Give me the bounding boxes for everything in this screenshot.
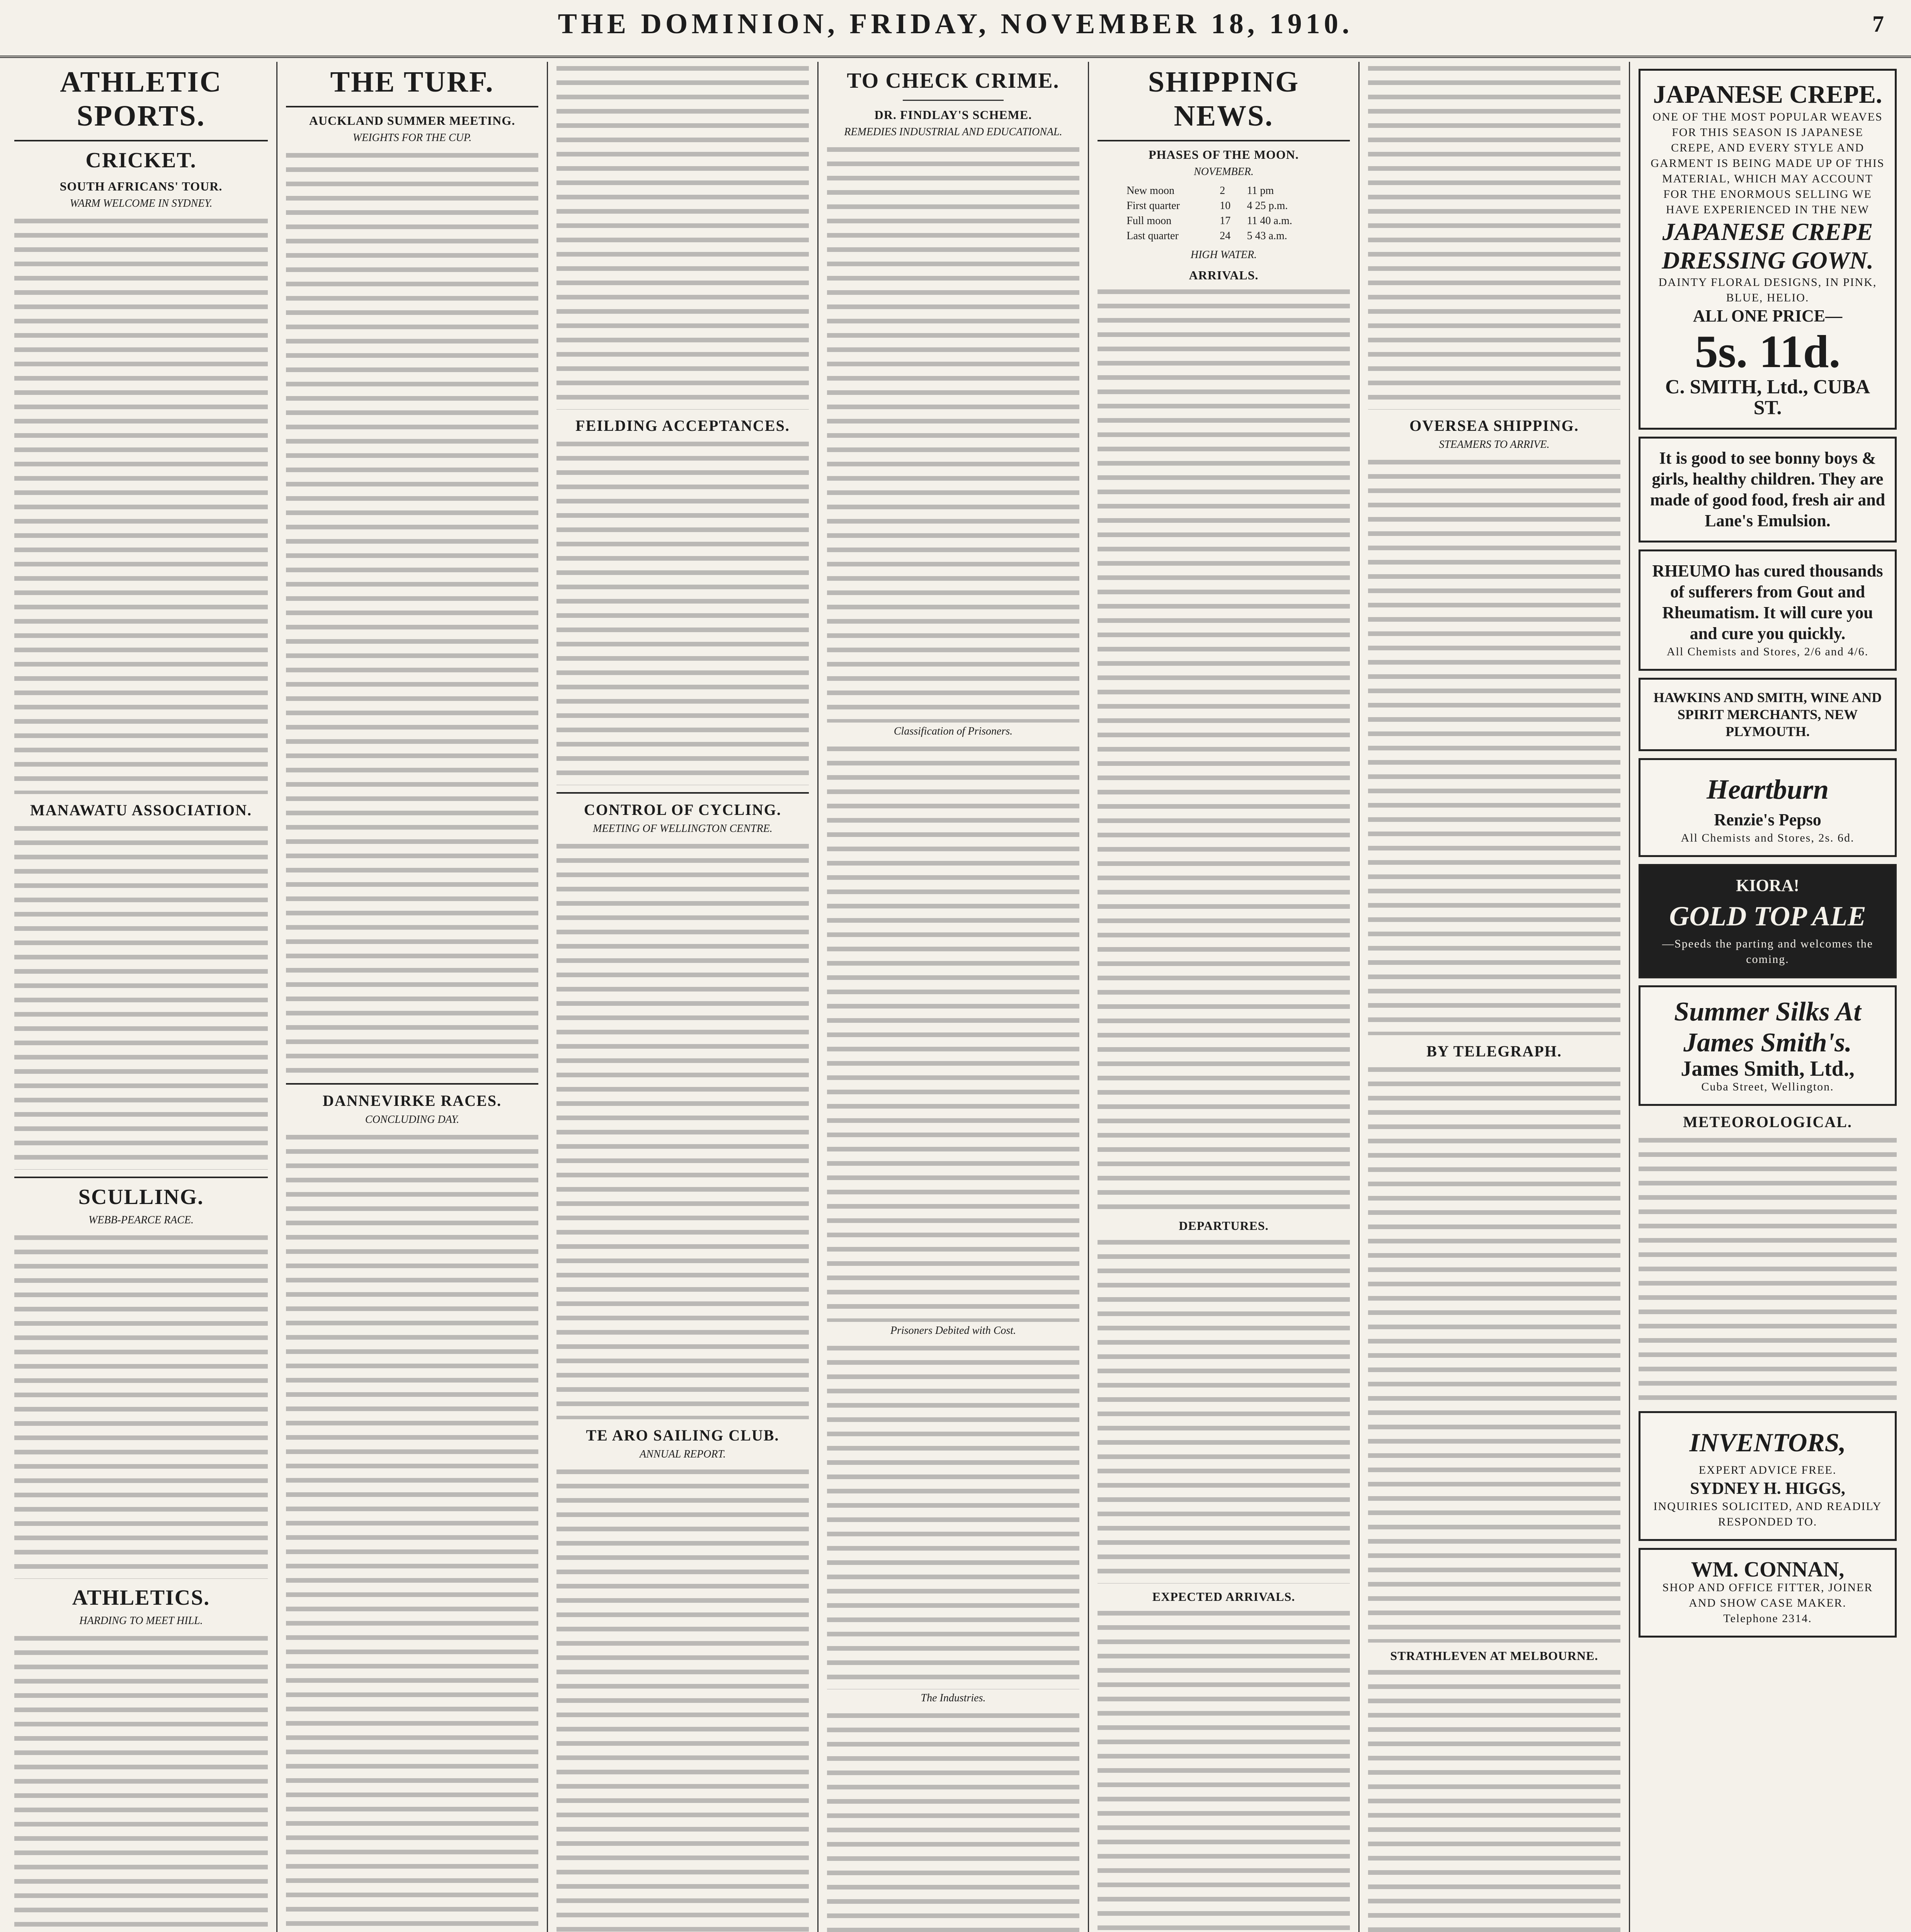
- table-cell: 17: [1220, 215, 1231, 227]
- article-subheading: STRATHLEVEN AT MELBOURNE.: [1390, 1649, 1598, 1663]
- gold-top-ale-ad: [1639, 864, 1897, 978]
- article-subheading: Classification of Prisoners.: [893, 725, 1013, 737]
- article-subheading: WARM WELCOME IN SYDNEY.: [70, 197, 213, 209]
- section-heading-athletics: ATHLETICS.: [72, 1586, 210, 1610]
- connan-ad: [1639, 1548, 1897, 1638]
- article-body: [286, 1131, 538, 1932]
- article-body: [827, 1342, 1079, 1689]
- divider: [286, 106, 538, 107]
- japanese-crepe-ad: [1639, 69, 1897, 430]
- table-cell: Last quarter: [1127, 230, 1179, 242]
- masthead: [0, 0, 1911, 58]
- article-body: [14, 1231, 268, 1579]
- moon-phases-table: [1123, 183, 1324, 244]
- article-subheading: WEIGHTS FOR THE CUP.: [352, 132, 472, 144]
- article-heading: TE ARO SAILING CLUB.: [586, 1427, 779, 1444]
- article-body: [1368, 1666, 1620, 1932]
- article-body: [14, 214, 268, 794]
- article-subheading: STEAMERS TO ARRIVE.: [1439, 439, 1550, 451]
- column-sports: [6, 62, 276, 1932]
- article-subheading: ANNUAL REPORT.: [640, 1448, 726, 1460]
- table-cell: 4 25 p.m.: [1247, 200, 1288, 212]
- ad-detail: DAINTY FLORAL DESIGNS, IN PINK, BLUE, HELIO.: [1658, 276, 1877, 304]
- article-body: [827, 143, 1079, 723]
- article-body: [556, 62, 809, 410]
- ad-line: SYDNEY H. HIGGS,: [1690, 1479, 1845, 1498]
- table-cell: Full moon: [1127, 215, 1172, 227]
- divider: [14, 140, 268, 141]
- divider: [286, 1083, 538, 1085]
- lanes-emulsion-ad: [1639, 437, 1897, 543]
- article-body: [14, 822, 268, 1170]
- table-cell: 10: [1220, 200, 1231, 212]
- article-subheading: The Industries.: [921, 1692, 986, 1704]
- ad-title: Summer Silks At James Smith's.: [1674, 997, 1861, 1058]
- article-body: [1098, 1607, 1350, 1932]
- section-heading-athletic: ATHLETIC SPORTS.: [60, 66, 222, 132]
- article-body: [1098, 285, 1350, 1213]
- table-row: [1123, 214, 1324, 228]
- article-subheading: PHASES OF THE MOON.: [1149, 148, 1299, 162]
- article-subheading: AUCKLAND SUMMER MEETING.: [309, 114, 516, 128]
- article-subheading: Prisoners Debited with Cost.: [890, 1325, 1016, 1337]
- table-cell: 24: [1220, 230, 1231, 242]
- article-heading: BY TELEGRAPH.: [1426, 1043, 1562, 1060]
- divider: [14, 1177, 268, 1178]
- ad-price: 5s. 11d.: [1695, 326, 1841, 377]
- ad-footer: All Chemists and Stores, 2/6 and 4/6.: [1666, 645, 1869, 658]
- article-subheading: HARDING TO MEET HILL.: [79, 1615, 203, 1627]
- page-number: 7: [1872, 11, 1884, 37]
- article-body: [1098, 1236, 1350, 1583]
- article-subheading: ARRIVALS.: [1189, 268, 1259, 282]
- article-body: [556, 1465, 809, 1932]
- table-row: [1123, 199, 1324, 213]
- rheumo-ad: [1639, 549, 1897, 671]
- article-heading: CONTROL OF CYCLING.: [584, 801, 781, 818]
- section-heading-sculling: SCULLING.: [78, 1185, 204, 1209]
- summer-silks-ad: [1639, 985, 1897, 1106]
- article-heading: TO CHECK CRIME.: [847, 69, 1060, 93]
- table-cell: New moon: [1127, 185, 1174, 197]
- article-body: [286, 149, 538, 1076]
- article-subheading: WEBB-PEARCE RACE.: [88, 1214, 194, 1226]
- table-row: [1123, 229, 1324, 243]
- column-oversea: [1358, 62, 1629, 1932]
- article-body: [556, 840, 809, 1419]
- ad-product: Renzie's Pepso: [1714, 810, 1821, 829]
- section-heading-turf: THE TURF.: [330, 66, 494, 98]
- ad-line: INQUIRIES SOLICITED, AND READILY RESPONDED TO.: [1653, 1500, 1882, 1528]
- article-subheading: DR. FINDLAY'S SCHEME.: [874, 108, 1032, 122]
- article-subheading: DEPARTURES.: [1179, 1219, 1269, 1233]
- ad-price-label: ALL ONE PRICE—: [1693, 306, 1843, 325]
- article-subheading: NOVEMBER.: [1194, 166, 1254, 178]
- article-subheading: EXPECTED ARRIVALS.: [1152, 1590, 1295, 1604]
- ad-title: Heartburn: [1706, 774, 1829, 805]
- ad-address: Cuba Street, Wellington.: [1701, 1080, 1834, 1093]
- newspaper-title: THE DOMINION, FRIDAY, NOVEMBER 18, 1910.: [558, 8, 1353, 40]
- table-cell: First quarter: [1127, 200, 1180, 212]
- article-subheading: CONCLUDING DAY.: [365, 1114, 459, 1126]
- article-subheading: HIGH WATER.: [1190, 249, 1257, 261]
- column-misc: [547, 62, 817, 1932]
- ad-title: JAPANESE CREPE.: [1653, 80, 1882, 109]
- table-cell: 11 40 a.m.: [1247, 215, 1292, 227]
- divider: [556, 792, 809, 794]
- section-heading-cricket: CRICKET.: [85, 148, 197, 172]
- column-advertisements: [1629, 62, 1905, 1932]
- article-heading: OVERSEA SHIPPING.: [1409, 417, 1579, 434]
- ad-footer: All Chemists and Stores, 2s. 6d.: [1681, 832, 1855, 844]
- ad-title: INVENTORS,: [1689, 1428, 1846, 1457]
- inventors-ad: [1639, 1411, 1897, 1541]
- ad-tagline: —Speeds the parting and welcomes the coming.: [1662, 937, 1874, 966]
- article-subheading: MEETING OF WELLINGTON CENTRE.: [593, 823, 773, 835]
- article-body: [1368, 1063, 1620, 1643]
- divider: [903, 100, 1004, 101]
- ad-title: WM. CONNAN,: [1691, 1558, 1845, 1582]
- article-subheading: REMEDIES INDUSTRIAL AND EDUCATIONAL.: [844, 126, 1062, 138]
- table-row: [1123, 184, 1324, 198]
- divider: [1098, 140, 1350, 141]
- ad-line: EXPERT ADVICE FREE.: [1698, 1464, 1837, 1476]
- hawkins-smith-ad: [1639, 678, 1897, 751]
- article-heading: MANAWATU ASSOCIATION.: [30, 801, 252, 819]
- ad-store: James Smith, Ltd.,: [1681, 1057, 1855, 1081]
- article-subheading: SOUTH AFRICANS' TOUR.: [60, 179, 223, 193]
- article-body: [556, 437, 809, 785]
- article-heading: FEILDING ACCEPTANCES.: [575, 417, 790, 434]
- section-heading-meteorological: METEOROLOGICAL.: [1683, 1113, 1852, 1131]
- article-body: [14, 1632, 268, 1932]
- ad-product: GOLD TOP ALE: [1669, 901, 1866, 932]
- article-body: [1368, 456, 1620, 1035]
- ad-product: JAPANESE CREPE DRESSING GOWN.: [1662, 218, 1874, 274]
- article-body: [827, 742, 1079, 1322]
- ad-body: RHEUMO has cured thousands of sufferers from Gout and Rheumatism. It will cure you and cure you quickly.: [1652, 561, 1883, 643]
- ad-body: It is good to see bonny boys & girls, healthy children. They are made of good food, fresh air and Lane's Emulsion.: [1650, 449, 1885, 530]
- article-body: [1639, 1134, 1897, 1404]
- column-crime: [817, 62, 1088, 1932]
- column-shipping: [1088, 62, 1358, 1932]
- ad-line: Telephone 2314.: [1723, 1612, 1812, 1625]
- article-heading: DANNEVIRKE RACES.: [323, 1092, 502, 1109]
- column-turf: [276, 62, 547, 1932]
- ad-body: HAWKINS AND SMITH, WINE AND SPIRIT MERCHANTS, NEW PLYMOUTH.: [1653, 690, 1882, 739]
- section-heading-shipping: SHIPPING NEWS.: [1148, 66, 1300, 132]
- ad-body: ONE OF THE MOST POPULAR WEAVES FOR THIS SEASON IS JAPANESE CREPE, AND EVERY STYLE AND GARMENT IS BEING MADE UP OF THIS MATERIAL, WHICH MAY ACCOUNT FOR THE ENORMOUS SELLING WE HAVE EXPERIENCED IN THE NEW: [1651, 111, 1885, 216]
- ad-line: SHOP AND OFFICE FITTER, JOINER AND SHOW CASE MAKER.: [1662, 1581, 1873, 1609]
- article-body: [1368, 62, 1620, 410]
- ad-store: C. SMITH, Ltd., CUBA ST.: [1665, 376, 1870, 419]
- table-cell: 2: [1220, 185, 1225, 197]
- renzies-pepso-ad: [1639, 758, 1897, 857]
- table-cell: 11 pm: [1247, 185, 1274, 197]
- table-cell: 5 43 a.m.: [1247, 230, 1287, 242]
- ad-title: KIORA!: [1736, 876, 1799, 895]
- article-body: [827, 1709, 1079, 1932]
